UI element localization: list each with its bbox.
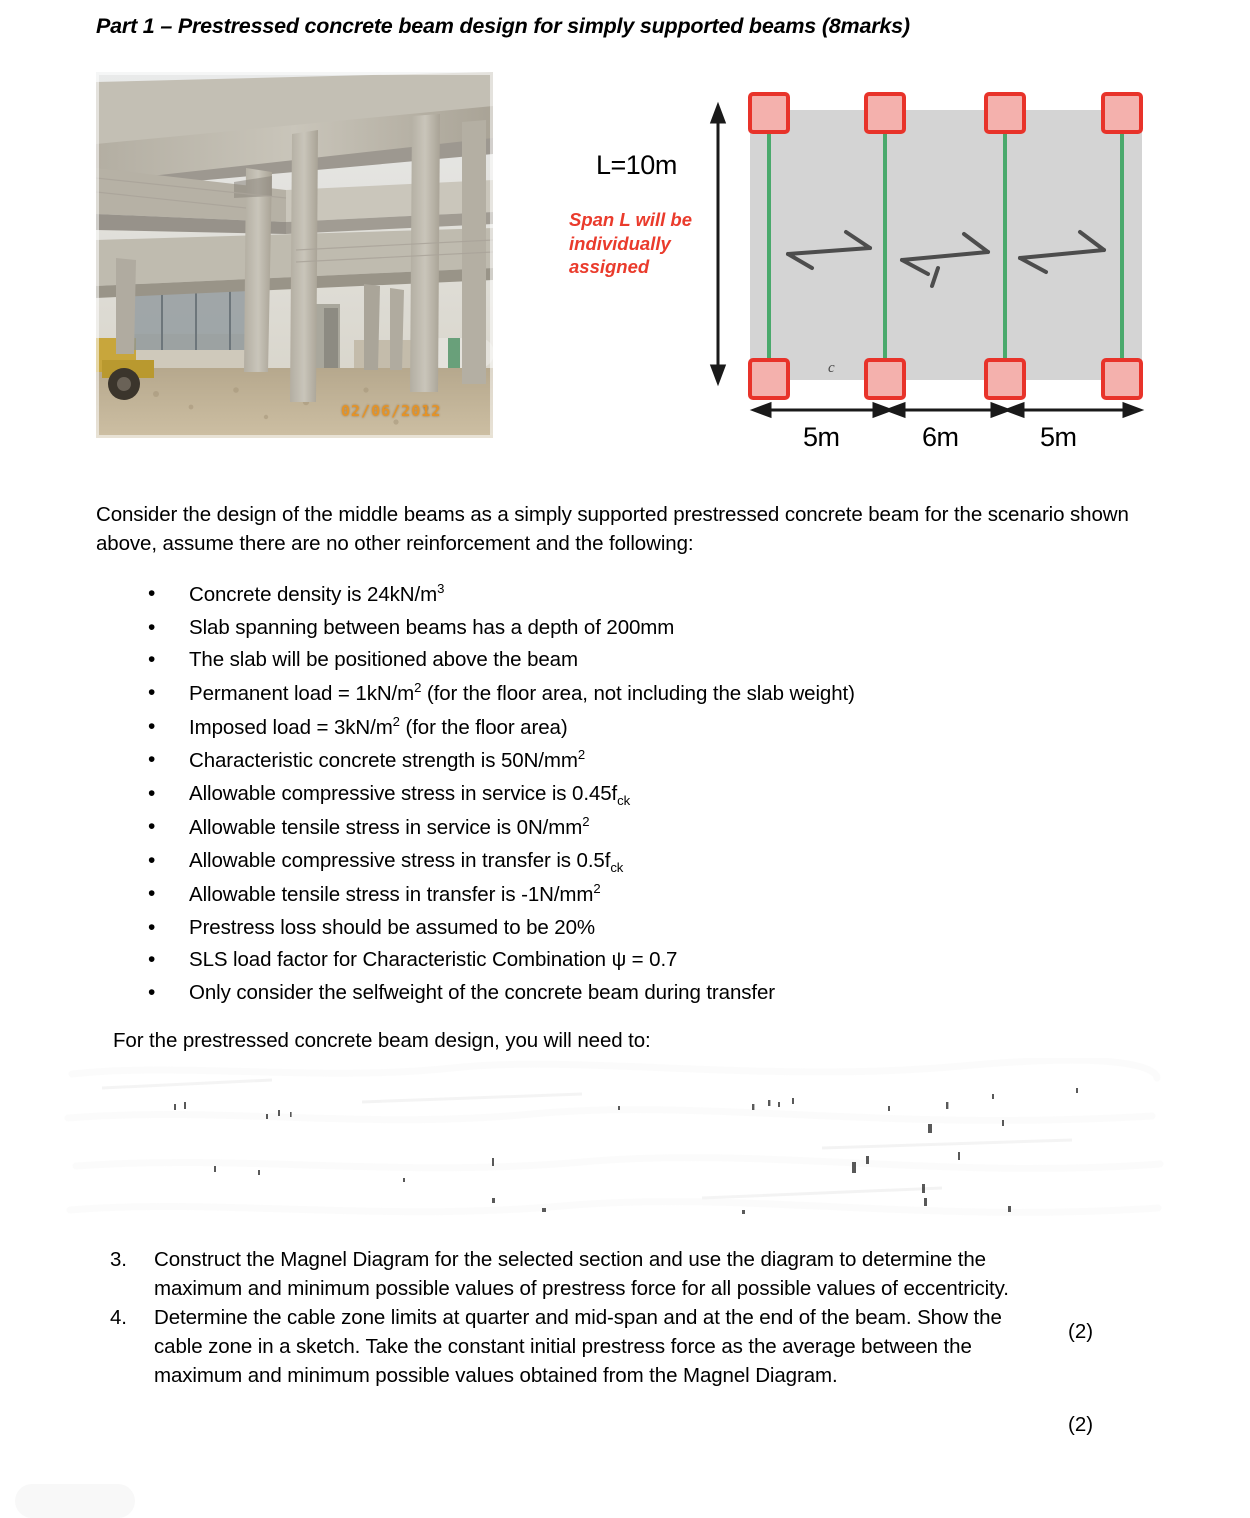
marks-task-4: (2) [1068,1413,1094,1436]
assumption-text: Allowable tensile stress in service is $0N/mm^2$ [189,814,590,840]
assumption-text: SLS load factor for Characteristic Combination ψ = 0.7 [189,948,678,972]
need-to-paragraph: For the prestressed concrete beam design, you will need to: [113,1029,651,1052]
construction-photo [96,72,493,438]
assumption-text: Allowable compressive stress in transfer is $0.5f_{ck}$ [189,848,624,875]
photo-timestamp: 02/06/2012 [341,402,442,420]
task-text: Determine the cable zone limits at quarter and mid-span and at the end of the beam. Show the cable zone in a sketch. Take the constant initial prestress force as the average between the maximum and minimum possible values obtained from the Magnel Diagram. [154,1306,1002,1388]
marks-task-3: (2) [1068,1320,1094,1343]
floor-plan-diagram [540,72,1160,472]
dimension-label-bay2: 6m [922,422,959,452]
assumption-text: Permanent load = $1kN/m^2$ (for the floor area, not including the slab weight) [189,680,855,706]
assumptions-list [140,578,1100,1010]
list-item [140,977,1100,1010]
photo-illustration [96,72,493,438]
assumption-text: Imposed load = $3kN/m^2$ (for the floor area) [189,713,568,739]
list-item [140,878,1100,912]
span-assignment-note: Span L will be individually assigned [569,209,693,278]
intro-paragraph: Consider the design of the middle beams as a simply supported prestressed concrete beam for the scenario shown above, assume there are no other reinforcement and the following: [96,503,1129,556]
list-item [140,778,1100,811]
task-text: Construct the Magnel Diagram for the selected section and use the diagram to determine the maximum and minimum possible values of prestress force for all possible values of eccentricity. [154,1248,1009,1301]
task-number: 4. [110,1306,127,1330]
svg-text:c: c [828,360,835,376]
task-item [110,1245,1055,1303]
list-item [140,744,1100,778]
assumption-text: Allowable compressive stress in service is $0.45f_{ck}$ [189,782,631,809]
list-item [140,612,1100,645]
list-item [140,578,1100,612]
task-item [110,1303,1055,1390]
dimension-label-bay1: 5m [803,422,840,452]
assumption-text: Slab spanning between beams has a depth of 200mm [189,615,675,639]
list-item [140,677,1100,711]
span-length-label: L=10m [596,150,677,180]
list-item [140,711,1100,745]
task-list [110,1245,1055,1391]
task-number: 3. [110,1248,127,1271]
page-footer-chrome [15,1484,135,1518]
assumption-text: Prestress loss should be assumed to be 20% [189,915,596,939]
dimension-label-bay3: 5m [1040,422,1077,452]
assumption-text: Characteristic concrete strength is $50N/mm^2$ [189,747,586,773]
assumption-text: Concrete density is $24kN/m^3$ [189,581,445,606]
redacted-region [62,1058,1167,1238]
assumption-text: Allowable tensile stress in transfer is $-1N/mm^2$ [189,880,601,906]
assumption-text: Only consider the selfweight of the concrete beam during transfer [189,981,776,1005]
redaction-artifacts [62,1058,1167,1238]
assumption-text: The slab will be positioned above the beam [189,648,578,672]
list-item [140,811,1100,845]
list-item [140,845,1100,878]
list-item [140,644,1100,677]
page-title: Part 1 – Prestressed concrete beam design for simply supported beams (8marks) [96,14,910,38]
list-item [140,944,1100,977]
list-item [140,912,1100,945]
